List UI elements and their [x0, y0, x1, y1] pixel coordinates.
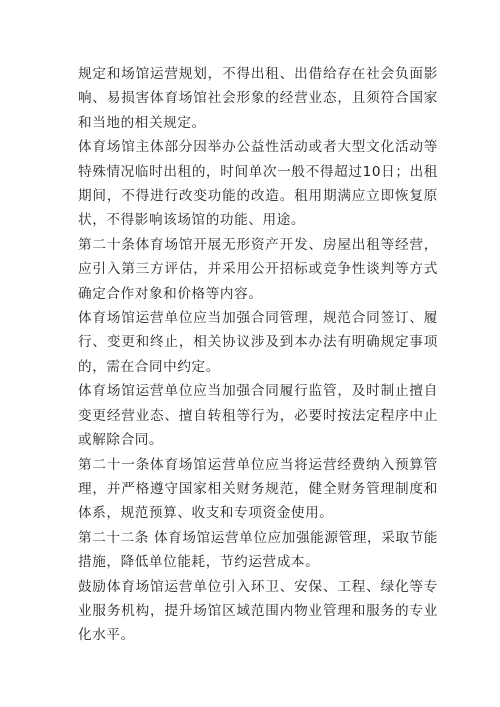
paragraph-7: 第二十二条 体育场馆运营单位应加强能源管理，采取节能措施，降低单位能耗，节约运营成本。	[78, 529, 438, 571]
paragraph-5: 体育场馆运营单位应当加强合同履行监管，及时制止擅自变更经营业态、擅自转租等行为，必要时按法定程序中止或解除合同。	[78, 383, 438, 449]
paragraph-6: 第二十一条体育场馆运营单位应当将运营经费纳入预算管理，并严格遵守国家相关财务规范，健全财务管理制度和体系，规范预算、收支和专项资金使用。	[78, 456, 438, 522]
paragraph-3: 第二十条体育场馆开展无形资产开发、房屋出租等经营，应引入第三方评估，并采用公开招标或竞争性谈判等方式确定合作对象和价格等内容。	[78, 236, 438, 302]
paragraph-1: 规定和场馆运营规划，不得出租、出借给存在社会负面影响、易损害体育场馆社会形象的经营业态，且须符合国家和当地的相关规定。	[78, 66, 438, 131]
paragraph-8: 鼓励体育场馆运营单位引入环卫、安保、工程、绿化等专业服务机构，提升场馆区域范围内物业管理和服务的专业化水平。	[78, 578, 438, 644]
paragraph-2: 体育场馆主体部分因举办公益性活动或者大型文化活动等特殊情况临时出租的，时间单次一般不得超过10日；出租期间，不得进行改变功能的改造。租用期满应立即恢复原状，不得影响该场馆的功能、用途。	[78, 139, 438, 229]
paragraph-4: 体育场馆运营单位应当加强合同管理，规范合同签订、履行、变更和终止，相关协议涉及到本办法有明确规定事项的，需在合同中约定。	[78, 310, 438, 375]
document-body	[78, 62, 438, 648]
